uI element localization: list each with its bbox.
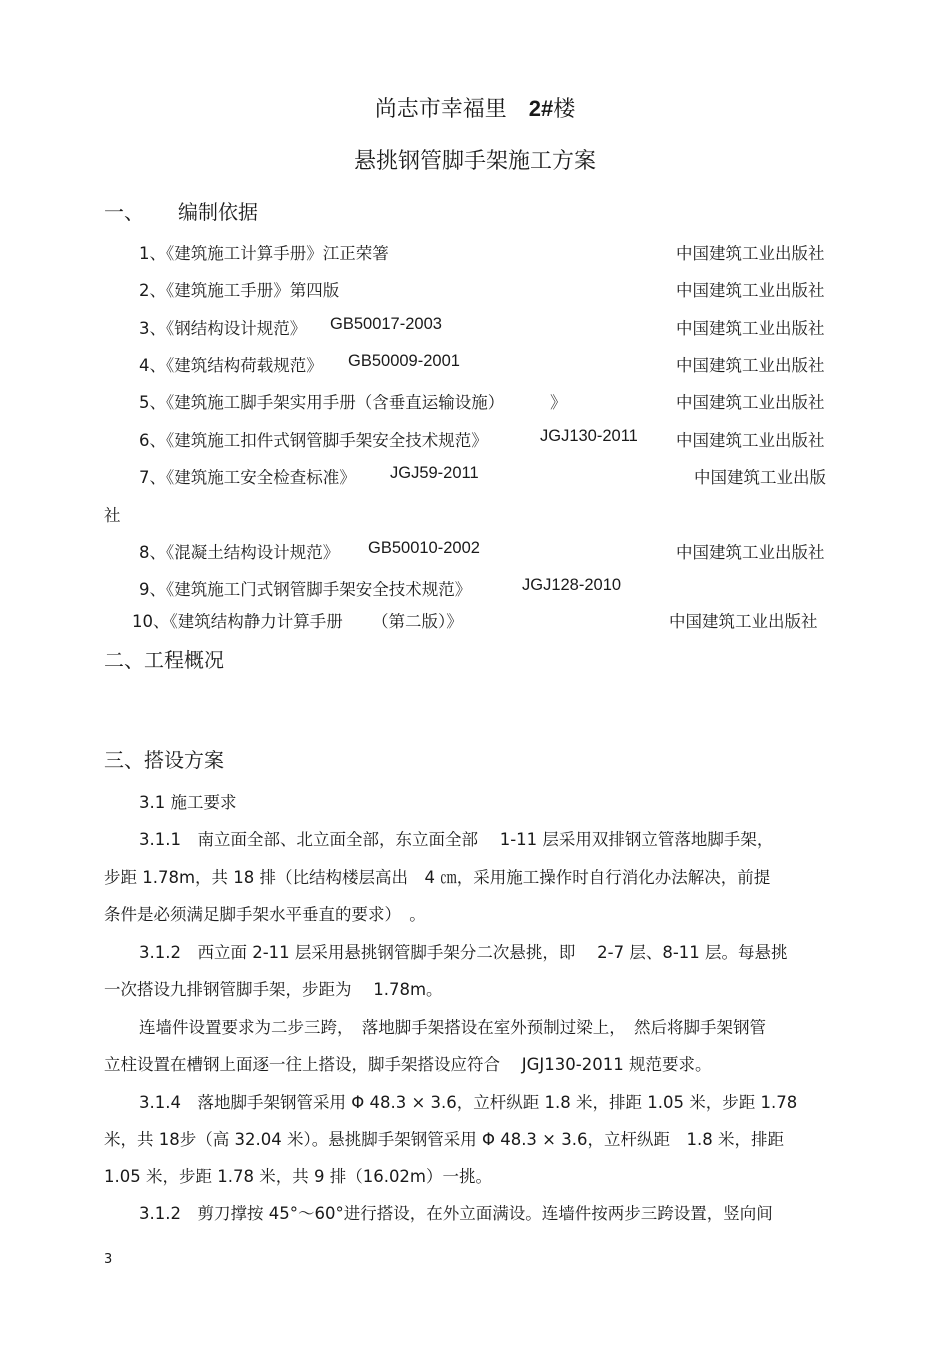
paragraph-line: 3.1.2 西立面 2-11 层采用悬挑钢管脚手架分二次悬挑，即 2-7 层、8-11 层。每悬挑 (139, 943, 788, 962)
reference-publisher: 中国建筑工业出版社 (669, 612, 818, 631)
reference-code: JGJ59-2011 (390, 464, 479, 482)
section3-heading: 三、搭设方案 (104, 748, 224, 772)
reference-publisher-wrap: 社 (104, 506, 121, 525)
subsection-heading: 3.1 施工要求 (139, 793, 237, 812)
page-number: 3 (104, 1252, 113, 1267)
paragraph-line: 米，共 18步（高 32.04 米）。悬挑脚手架钢管采用 Φ 48.3 × 3.6，立杆纵距 1.8 米，排距 (104, 1130, 784, 1149)
reference-code: GB50010-2002 (368, 539, 480, 557)
paragraph-line: 一次搭设九排钢管脚手架，步距为 1.78m。 (104, 980, 443, 999)
reference-publisher: 中国建筑工业出版社 (676, 281, 825, 300)
document-subtitle: 悬挑钢管脚手架施工方案 (353, 149, 596, 174)
reference-code: GB50009-2001 (348, 352, 460, 370)
paragraph-line: 1.05 米，步距 1.78 米，共 9 排（16.02m）一挑。 (104, 1167, 493, 1186)
reference-item: 5、《建筑施工脚手架实用手册（含垂直运输设施） (139, 393, 505, 412)
reference-item: 8、《混凝土结构设计规范》 (139, 543, 340, 562)
reference-item: 1、《建筑施工计算手册》江正荣箸 (139, 244, 389, 263)
section1-title: 编制依据 (178, 200, 258, 224)
reference-item: 2、《建筑施工手册》第四版 (139, 281, 340, 300)
section1-number: 一、 (104, 200, 144, 224)
paragraph-line: 连墙件设置要求为二步三跨， 落地脚手架搭设在室外预制过梁上， 然后将脚手架钢管 (139, 1018, 766, 1037)
title-suffix: 楼 (553, 97, 576, 122)
reference-item: 6、《建筑施工扣件式钢管脚手架安全技术规范》 (139, 431, 488, 450)
reference-code: JGJ130-2011 (540, 427, 638, 445)
reference-code: （第二版）》 (372, 612, 463, 631)
reference-publisher: 中国建筑工业出版社 (676, 244, 825, 263)
document-title (0, 92, 950, 123)
reference-item: 3、《钢结构设计规范》 (139, 319, 307, 338)
reference-code: GB50017-2003 (330, 315, 442, 333)
reference-code: JGJ128-2010 (522, 576, 622, 594)
paragraph-line: 步距 1.78m，共 18 排（比结构楼层高出 4 ㎝，采用施工操作时自行消化办法解决，前提 (104, 868, 771, 887)
reference-item: 4、《建筑结构荷载规范》 (139, 356, 323, 375)
reference-publisher: 中国建筑工业出版 (694, 468, 826, 487)
reference-publisher: 中国建筑工业出版社 (676, 393, 825, 412)
paragraph-line: 立柱设置在槽钢上面逐一往上搭设，脚手架搭设应符合 JGJ130-2011 规范要求。 (104, 1055, 712, 1074)
reference-publisher: 中国建筑工业出版社 (676, 319, 825, 338)
title-project: 尚志市幸福里 (374, 97, 507, 122)
reference-publisher: 中国建筑工业出版社 (676, 356, 825, 375)
section2-heading: 二、工程概况 (104, 648, 224, 672)
reference-item: 10、《建筑结构静力计算手册 (132, 612, 343, 631)
paragraph-line: 3.1.4 落地脚手架钢管采用 Φ 48.3 × 3.6，立杆纵距 1.8 米，排距 1.05 米，步距 1.78 (139, 1093, 798, 1112)
paragraph-line: 3.1.2 剪刀撑按 45°～60°进行搭设，在外立面满设。连墙件按两步三跨设置，竖向间 (139, 1204, 773, 1223)
reference-item: 7、《建筑施工安全检查标准》 (139, 468, 356, 487)
reference-item: 9、《建筑施工门式钢管脚手架安全技术规范》 (139, 580, 472, 599)
section1-heading (104, 196, 258, 225)
reference-publisher: 中国建筑工业出版社 (676, 543, 825, 562)
reference-publisher: 中国建筑工业出版社 (676, 431, 825, 450)
paragraph-line: 3.1.1 南立面全部、北立面全部，东立面全部 1-11 层采用双排钢立管落地脚手架， (139, 830, 774, 849)
paragraph-line: 条件是必须满足脚手架水平垂直的要求） 。 (104, 905, 426, 924)
title-building: 2# (528, 96, 554, 121)
reference-code: 》 (550, 393, 567, 412)
